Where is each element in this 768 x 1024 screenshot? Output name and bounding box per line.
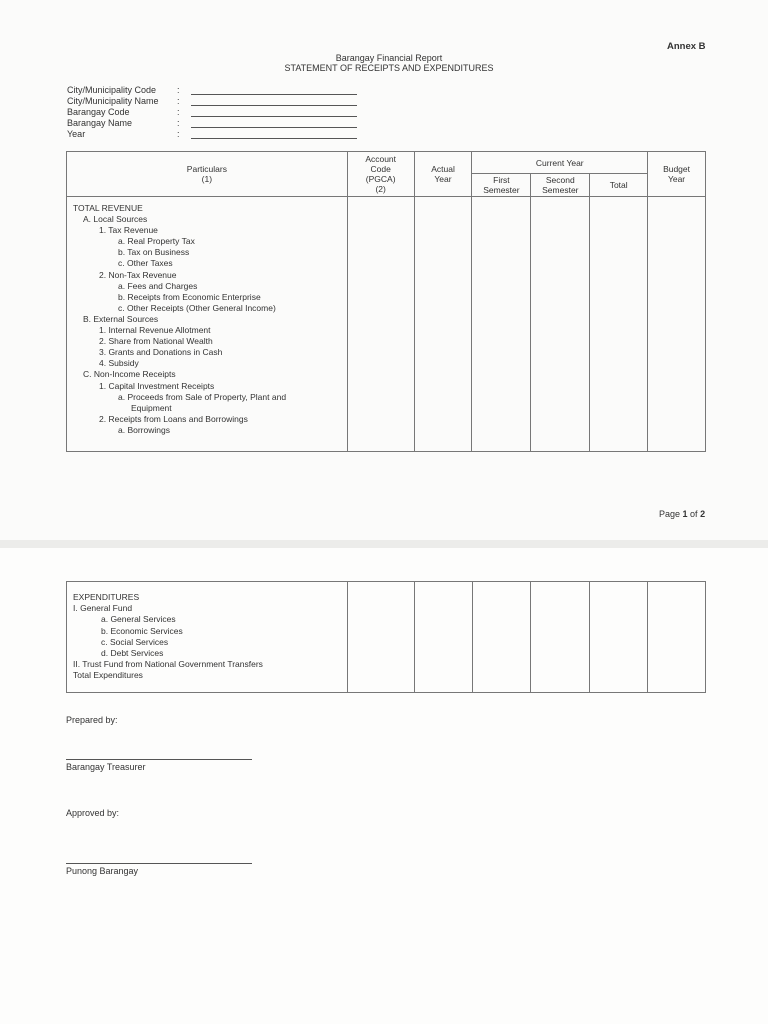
- exp-budget-year-cell[interactable]: [648, 582, 706, 693]
- blank-line[interactable]: [191, 94, 357, 95]
- first-semester-header: First Semester: [472, 174, 531, 197]
- first-semester-cell[interactable]: [472, 197, 531, 452]
- debt-services-label: d. Debt Services: [101, 648, 164, 659]
- equipment-label: Equipment: [131, 402, 172, 413]
- general-fund-label: I. General Fund: [73, 603, 133, 614]
- exp-second-semester-cell[interactable]: [531, 582, 590, 693]
- blank-line[interactable]: [191, 127, 357, 128]
- barangay-info-fields: [67, 85, 367, 140]
- other-taxes-label: c. Other Taxes: [118, 258, 173, 269]
- total-expenditures-label: Total Expenditures: [73, 670, 143, 681]
- actual-year-header: Actual Year: [414, 152, 472, 197]
- field-label: Barangay Code: [67, 107, 130, 117]
- ira-label: 1. Internal Revenue Allotment: [99, 325, 211, 336]
- non-income-receipts-label: C. Non-Income Receipts: [83, 369, 176, 380]
- exp-total-cell[interactable]: [590, 582, 648, 693]
- year-field[interactable]: Year :: [67, 129, 367, 140]
- exp-actual-year-cell[interactable]: [414, 582, 472, 693]
- account-code-header: Account Code (PGCA) (2): [347, 152, 414, 197]
- budget-year-cell[interactable]: [648, 197, 706, 452]
- tax-revenue-label: 1. Tax Revenue: [99, 225, 158, 236]
- field-label: City/Municipality Code: [67, 85, 157, 95]
- real-property-tax-label: a. Real Property Tax: [118, 236, 195, 247]
- city-code-field[interactable]: City/Municipality Code :: [67, 85, 367, 96]
- second-semester-cell[interactable]: [531, 197, 590, 452]
- blank-line[interactable]: [191, 116, 357, 117]
- second-semester-header: Second Semester: [531, 174, 590, 197]
- treasurer-label: Barangay Treasurer: [66, 762, 146, 772]
- current-year-header: Current Year: [472, 152, 648, 174]
- non-tax-revenue-label: 2. Non-Tax Revenue: [99, 269, 177, 280]
- barangay-code-field[interactable]: Barangay Code :: [67, 107, 367, 118]
- proceeds-sale-label: a. Proceeds from Sale of Property, Plant and: [118, 391, 287, 402]
- national-wealth-label: 2. Share from National Wealth: [99, 336, 213, 347]
- expenditures-title: EXPENDITURES: [73, 592, 140, 602]
- loans-borrowings-label: 2. Receipts from Loans and Borrowings: [99, 413, 248, 424]
- treasurer-signature-line[interactable]: [66, 759, 252, 760]
- blank-line[interactable]: [191, 138, 357, 139]
- field-label: Barangay Name: [67, 118, 133, 128]
- field-label: Year: [67, 129, 86, 139]
- local-sources-label: A. Local Sources: [83, 214, 148, 225]
- total-header: Total: [590, 174, 648, 197]
- expenditures-table: [66, 581, 706, 693]
- subsidy-label: 4. Subsidy: [99, 358, 139, 369]
- blank-line[interactable]: [191, 105, 357, 106]
- total-cell[interactable]: [590, 197, 648, 452]
- general-services-label: a. General Services: [101, 614, 176, 625]
- page-separator: [0, 540, 768, 548]
- fees-and-charges-label: a. Fees and Charges: [118, 280, 198, 291]
- page-number: Page 1 of 2: [659, 509, 706, 519]
- other-receipts-label: c. Other Receipts (Other General Income): [118, 302, 276, 313]
- exp-account-code-cell[interactable]: [347, 582, 414, 693]
- exp-first-semester-cell[interactable]: [472, 582, 531, 693]
- borrowings-label: a. Borrowings: [118, 424, 170, 435]
- actual-year-cell[interactable]: [414, 197, 472, 452]
- prepared-by-label: Prepared by:: [66, 715, 118, 725]
- particulars-header: Particulars (1): [67, 152, 348, 197]
- punong-barangay-label: Punong Barangay: [66, 866, 139, 876]
- annex-label: Annex B: [667, 41, 706, 52]
- capital-investment-label: 1. Capital Investment Receipts: [99, 380, 215, 391]
- approved-by-label: Approved by:: [66, 808, 120, 818]
- economic-enterprise-label: b. Receipts from Economic Enterprise: [118, 291, 261, 302]
- total-revenue-label: TOTAL REVENUE: [73, 203, 143, 213]
- report-title: Barangay Financial Report: [335, 53, 443, 63]
- expenditure-particulars-cell: [67, 582, 348, 693]
- trust-fund-label: II. Trust Fund from National Government Transfers: [73, 659, 263, 670]
- tax-on-business-label: b. Tax on Business: [118, 247, 190, 258]
- punong-signature-line[interactable]: [66, 863, 252, 864]
- barangay-name-field[interactable]: Barangay Name :: [67, 118, 367, 129]
- social-services-label: c. Social Services: [101, 636, 169, 647]
- budget-year-header: Budget Year: [648, 152, 706, 197]
- grants-donations-label: 3. Grants and Donations in Cash: [99, 347, 223, 358]
- field-label: City/Municipality Name: [67, 96, 159, 106]
- external-sources-label: B. External Sources: [83, 313, 159, 324]
- account-code-cell[interactable]: [347, 197, 414, 452]
- economic-services-label: b. Economic Services: [101, 625, 183, 636]
- report-subtitle: STATEMENT OF RECEIPTS AND EXPENDITURES: [284, 63, 494, 73]
- revenue-particulars-cell: [67, 197, 348, 452]
- receipts-table: [66, 151, 706, 452]
- city-name-field[interactable]: City/Municipality Name :: [67, 96, 367, 107]
